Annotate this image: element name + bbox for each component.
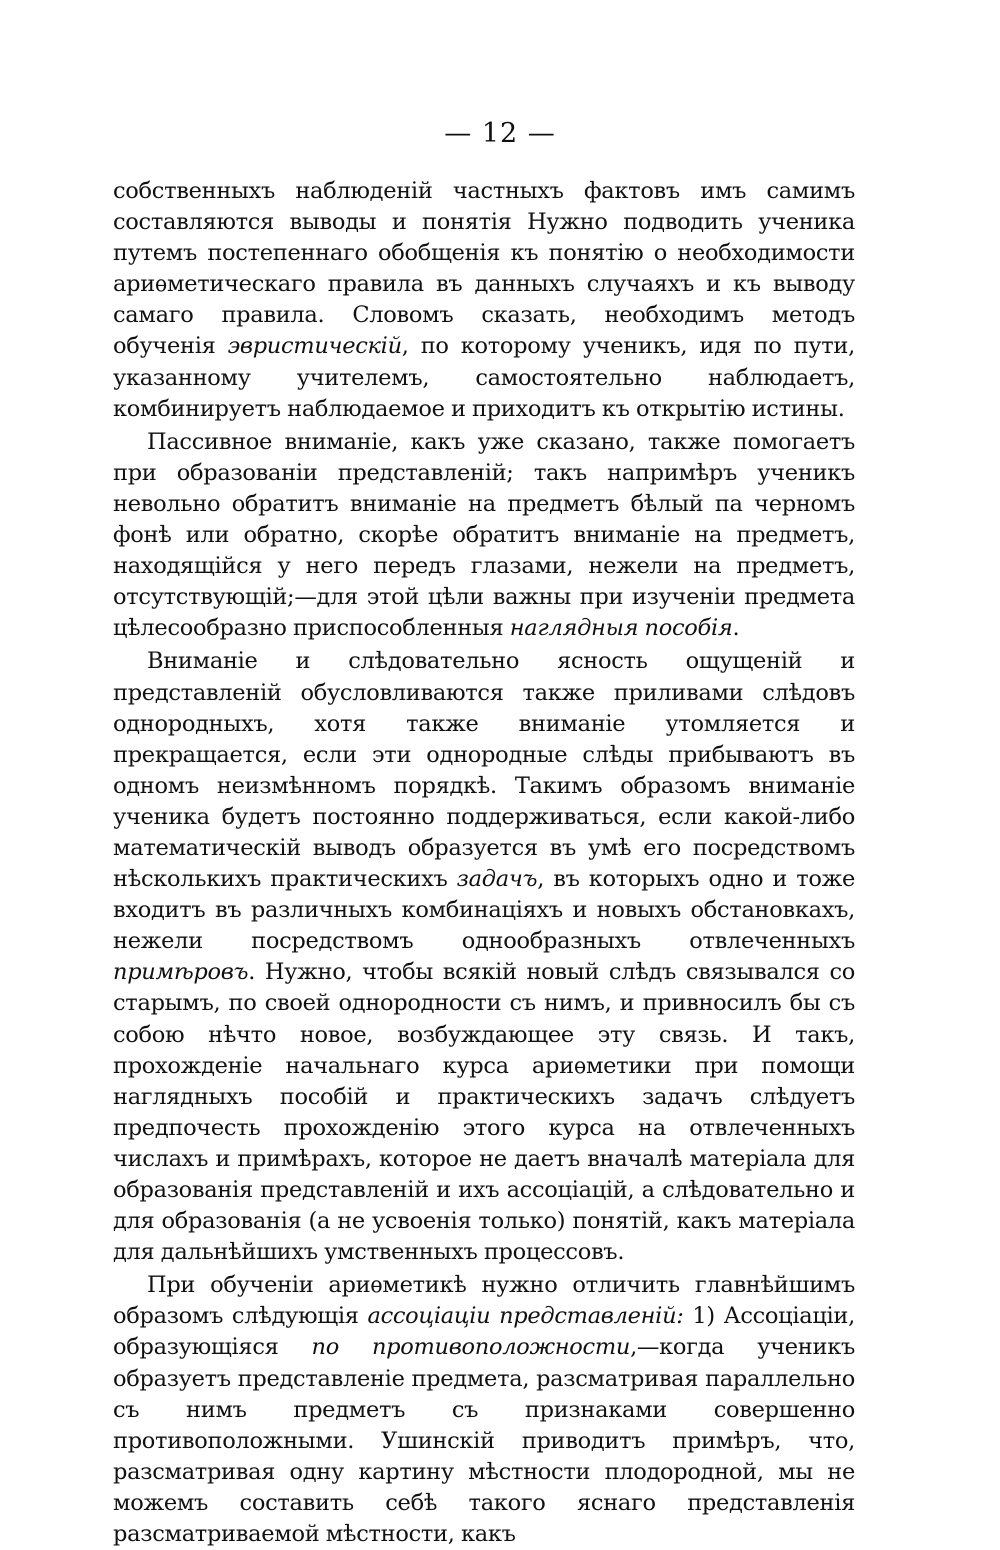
paragraph-2-italic-term: наглядныя пособія (509, 615, 733, 642)
paragraph-4-segment-3: 1) Ассоціаціи, образующіяся (113, 1303, 855, 1361)
paragraph-2-segment-3: . (732, 615, 740, 642)
paragraph-1-italic-term: эвристическій (227, 333, 402, 360)
paragraph-1-segment-3: , по которому ученикъ, идя по пути, указанному учителемъ, самостоятельно наблюдаетъ, комбинируетъ наблюдаемое и приходитъ къ открытію истины. (113, 333, 855, 422)
paragraph-4 (113, 1270, 855, 1550)
paragraph-3-segment-5: . Нужно, чтобы всякій новый слѣдъ связывался со старымъ, по своей однородности съ нимъ, и привносилъ бы съ собою нѣчто новое, возбуждающее эту связь. И такъ, прохожденіе начальнаго курса ариѳметики при помощи наглядныхъ пособій и практическихъ задачъ слѣдуетъ предпочесть прохожденію этого курса на отвлеченныхъ числахъ и примѣрахъ, которое не даетъ вначалѣ матеріала для образованія представленій и ихъ ассоціацій, а слѣдовательно и для образованія (а не усвоенія только) понятій, какъ матеріала для дальнѣйшихъ умственныхъ процессовъ. (113, 959, 855, 1266)
paragraph-2 (113, 427, 855, 645)
paragraph-3-italic-term-1: задачъ (456, 866, 538, 893)
paragraph-3-segment-1: Вниманіе и слѣдовательно ясность ощущеній и представленій обусловливаются также приливами слѣдовъ однородныхъ, хотя также вниманіе утомляется и прекращается, если эти однородные слѣды прибываютъ въ одномъ неизмѣнномъ порядкѣ. Такимъ образомъ вниманіе ученика будетъ постоянно поддерживаться, если какой-либо математическій выводъ образуется въ умѣ его посредствомъ нѣсколькихъ практическихъ (113, 648, 855, 893)
page-number: — 12 — (444, 118, 556, 149)
paragraph-4-segment-1: При обученіи ариѳметикѣ нужно отличить главнѣйшимъ образомъ слѣдующія (113, 1272, 855, 1330)
paragraph-3 (113, 646, 855, 1268)
paragraph-4-italic-term-2: по противоположности (311, 1334, 631, 1361)
paragraph-2-segment-1: Пассивное вниманіе, какъ уже сказано, также помогаетъ при образованіи представленій; такъ напримѣръ ученикъ невольно обратитъ вниманіе на предметъ бѣлый па черномъ фонѣ или обратно, скорѣе обратитъ вниманіе на предметъ, находящійся у него передъ глазами, нежели на предметъ, отсутствующій;—для этой цѣли важны при изученіи предмета цѣлесообразно приспособленныя (113, 428, 855, 642)
paragraph-3-italic-term-2: примѣровъ (113, 959, 249, 986)
paragraph-4-segment-5: ,—когда ученикъ образуетъ представленіе предмета, разсматривая параллельно съ нимъ предметъ съ признаками совершенно противоположными. Ушинскій приводитъ примѣръ, что, разсматривая одну картину мѣстности плодородной, мы не можемъ составить себѣ такого яснаго представленія разсматриваемой мѣстности, какъ (113, 1334, 855, 1548)
paragraph-3-segment-3: , въ которыхъ одно и тоже входитъ въ различныхъ комбинаціяхъ и новыхъ обстановкахъ, нежели посредствомъ однообразныхъ отвлеченныхъ (113, 866, 855, 955)
paragraph-1-segment-1: собственныхъ наблюденій частныхъ фактовъ имъ самимъ составляются выводы и понятія Нужно подводить ученика путемъ постепеннаго обобщенія къ понятію о необходимости ариѳметическаго правила въ данныхъ случаяхъ и къ выводу самаго правила. Словомъ сказать, необходимъ методъ обученія (113, 178, 855, 360)
paragraph-1 (113, 176, 855, 425)
body-text (113, 176, 855, 1550)
paragraph-4-italic-term-1: ассоціаціи представленій: (367, 1303, 684, 1330)
